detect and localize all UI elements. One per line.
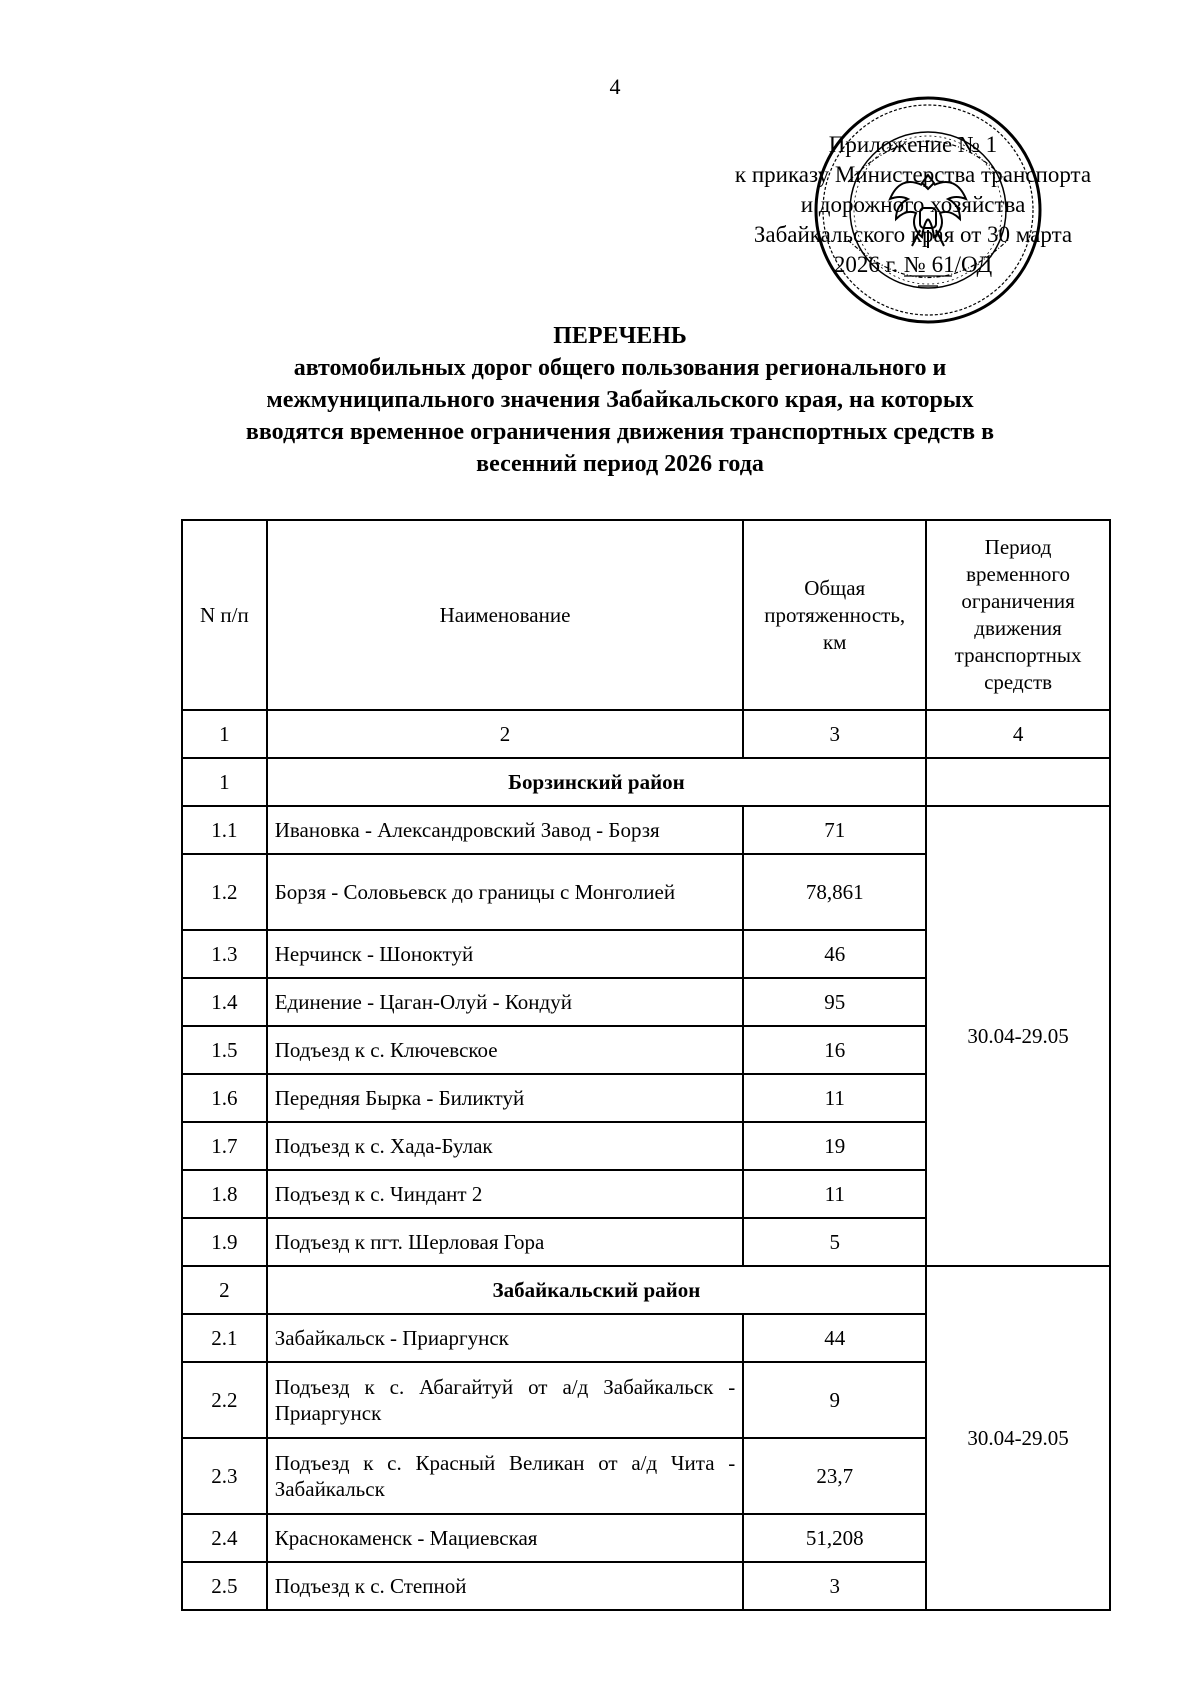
road-length: 71: [743, 806, 926, 854]
empty-cell: [926, 758, 1110, 806]
district-number: 2: [182, 1266, 267, 1314]
road-length: 44: [743, 1314, 926, 1362]
road-length: 11: [743, 1170, 926, 1218]
appendix-line: Приложение № 1: [828, 132, 998, 157]
road-length: 95: [743, 978, 926, 1026]
road-name: Борзя - Соловьевск до границы с Монголией: [267, 854, 744, 930]
column-index: 3: [743, 710, 926, 758]
column-index-row: [182, 710, 1110, 758]
header-period: Период временного ограничения движения транспортных средств: [926, 520, 1110, 710]
road-length: 46: [743, 930, 926, 978]
road-number: 2.1: [182, 1314, 267, 1362]
road-name: Подъезд к с. Абагайтуй от а/д Забайкальск - Приаргунск: [267, 1362, 744, 1438]
road-length: 5: [743, 1218, 926, 1266]
road-name: Единение - Цаган-Олуй - Кондуй: [267, 978, 744, 1026]
district-name: Борзинский район: [267, 758, 926, 806]
district-row: [182, 758, 1110, 806]
district-row: [182, 1266, 1110, 1314]
road-number: 1.4: [182, 978, 267, 1026]
column-index: 2: [267, 710, 744, 758]
road-number: 2.3: [182, 1438, 267, 1514]
title-heading: ПЕРЕЧЕНЬ: [553, 323, 687, 349]
appendix-line: 2026 г. № 61/ОД: [833, 252, 993, 277]
road-number: 2.4: [182, 1514, 267, 1562]
road-name: Передняя Бырка - Биликтуй: [267, 1074, 744, 1122]
road-number: 1.5: [182, 1026, 267, 1074]
road-number: 1.6: [182, 1074, 267, 1122]
restriction-period: 30.04-29.05: [926, 806, 1110, 1266]
column-index: 4: [926, 710, 1110, 758]
road-length: 9: [743, 1362, 926, 1438]
road-name: Подъезд к пгт. Шерловая Гора: [267, 1218, 744, 1266]
road-number: 1.7: [182, 1122, 267, 1170]
roads-table: [181, 519, 1111, 1611]
road-length: 19: [743, 1122, 926, 1170]
road-number: 2.5: [182, 1562, 267, 1610]
page-number: 4: [609, 74, 621, 99]
road-name: Подъезд к с. Ключевское: [267, 1026, 744, 1074]
road-name: Подъезд к с. Красный Великан от а/д Чита - Забайкальск: [267, 1438, 744, 1514]
table-row: [182, 806, 1110, 854]
appendix-line: к приказу Министерства транспорта: [734, 162, 1092, 187]
header-number: N п/п: [182, 520, 267, 710]
road-name: Подъезд к с. Степной: [267, 1562, 744, 1610]
road-number: 1.8: [182, 1170, 267, 1218]
road-number: 1.2: [182, 854, 267, 930]
road-length: 51,208: [743, 1514, 926, 1562]
road-name: Краснокаменск - Мациевская: [267, 1514, 744, 1562]
road-length: 23,7: [743, 1438, 926, 1514]
district-number: 1: [182, 758, 267, 806]
title-line: межмуниципального значения Забайкальского края, на которых: [266, 387, 974, 413]
road-name: Забайкальск - Приаргунск: [267, 1314, 744, 1362]
road-length: 3: [743, 1562, 926, 1610]
column-index: 1: [182, 710, 267, 758]
road-number: 1.9: [182, 1218, 267, 1266]
road-length: 16: [743, 1026, 926, 1074]
appendix-line: и дорожного хозяйства: [800, 192, 1026, 217]
road-name: Ивановка - Александровский Завод - Борзя: [267, 806, 744, 854]
road-name: Подъезд к с. Хада-Булак: [267, 1122, 744, 1170]
road-length: 11: [743, 1074, 926, 1122]
table-header-row: [182, 520, 1110, 710]
road-name: Подъезд к с. Чиндант 2: [267, 1170, 744, 1218]
title-line: вводятся временное ограничения движения транспортных средств в: [245, 419, 995, 445]
road-length: 78,861: [743, 854, 926, 930]
appendix-line: Забайкальского края от 30 марта: [753, 222, 1073, 247]
district-name: Забайкальский район: [267, 1266, 926, 1314]
title-line: автомобильных дорог общего пользования регионального и: [293, 355, 947, 381]
appendix-block: [678, 130, 1148, 280]
title-line: весенний период 2026 года: [476, 451, 764, 477]
header-name: Наименование: [267, 520, 744, 710]
road-number: 2.2: [182, 1362, 267, 1438]
road-name: Нерчинск - Шоноктуй: [267, 930, 744, 978]
restriction-period: 30.04-29.05: [926, 1266, 1110, 1610]
road-number: 1.1: [182, 806, 267, 854]
road-number: 1.3: [182, 930, 267, 978]
header-length: Общая протяженность, км: [743, 520, 926, 710]
document-title: [180, 320, 1060, 480]
